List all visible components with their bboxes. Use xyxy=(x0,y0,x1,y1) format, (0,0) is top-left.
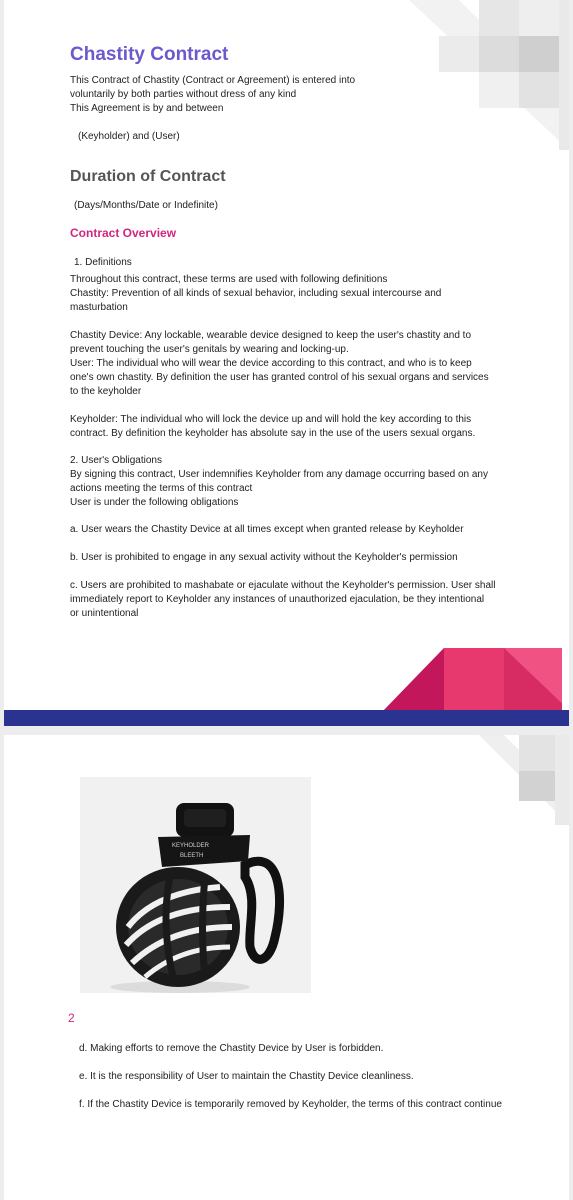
user-definition-line: to the keyholder xyxy=(70,386,142,397)
obligation-item-f: f. If the Chastity Device is temporarily removed by Keyholder, the terms of this contract continue xyxy=(79,1099,502,1110)
keyholder-definition-line: contract. By definition the keyholder has absolute say in the use of the users sexual organs. xyxy=(70,428,476,439)
obligations-line: User is under the following obligations xyxy=(70,497,239,508)
obligations-line: By signing this contract, User indemnifies Keyholder from any damage occurring based on any xyxy=(70,469,488,480)
document-page-1 xyxy=(4,0,569,726)
device-engraving: KEYHOLDER xyxy=(172,843,210,849)
obligations-heading: 2. User's Obligations xyxy=(70,455,162,466)
intro-line: This Contract of Chastity (Contract or Agreement) is entered into xyxy=(70,75,356,86)
obligation-item-b: b. User is prohibited to engage in any sexual activity without the Keyholder's permission xyxy=(70,552,458,563)
document-title: Chastity Contract xyxy=(70,44,229,65)
obligation-item-d: d. Making efforts to remove the Chastity Device by User is forbidden. xyxy=(79,1043,384,1054)
intro-line: This Agreement is by and between xyxy=(70,103,224,114)
obligation-item-c: c. Users are prohibited to mashabate or ejaculate without the Keyholder's permission. User shall xyxy=(70,580,496,591)
obligation-item-c: or unintentional xyxy=(70,608,139,619)
intro-line: voluntarily by both parties without dress of any kind xyxy=(70,89,297,100)
device-engraving: BLEETH xyxy=(180,853,204,859)
parties-line: (Keyholder) and (User) xyxy=(78,131,180,142)
device-definition-line: Chastity Device: Any lockable, wearable device designed to keep the user's chastity and to xyxy=(70,330,472,341)
chastity-device-illustration xyxy=(80,777,311,993)
document-page-2 xyxy=(4,735,569,1200)
definitions-line: Throughout this contract, these terms are used with following definitions xyxy=(70,274,388,285)
corner-decoration-top xyxy=(399,0,569,150)
product-image xyxy=(80,777,311,993)
obligation-item-c: immediately report to Keyholder any instances of unauthorized ejaculation, be they intentional xyxy=(70,594,485,605)
definitions-line: Chastity: Prevention of all kinds of sexual behavior, including sexual intercourse and xyxy=(70,288,442,299)
overview-heading: Contract Overview xyxy=(70,226,177,240)
footer-band xyxy=(4,710,569,726)
device-definition-line: prevent touching the user's genitals by wearing and locking-up. xyxy=(70,344,349,355)
page-number: 2 xyxy=(68,1011,75,1025)
obligations-line: actions meeting the terms of this contract xyxy=(70,483,253,494)
definitions-heading: 1. Definitions xyxy=(74,257,132,268)
keyholder-definition-line: Keyholder: The individual who will lock the device up and will hold the key according to this xyxy=(70,414,472,425)
corner-decoration-bottom xyxy=(384,648,569,710)
definitions-line: masturbation xyxy=(70,302,128,313)
obligation-item-e: e. It is the responsibility of User to maintain the Chastity Device cleanliness. xyxy=(79,1071,414,1082)
duration-heading: Duration of Contract xyxy=(70,168,226,185)
corner-decoration-top xyxy=(479,735,569,825)
user-definition-line: User: The individual who will wear the device according to this contract, and who is to keep xyxy=(70,358,472,369)
duration-text: (Days/Months/Date or Indefinite) xyxy=(74,200,218,211)
obligation-item-a: a. User wears the Chastity Device at all times except when granted release by Keyholder xyxy=(70,524,464,535)
user-definition-line: one's own chastity. By definition the user has granted control of his sexual organs and services xyxy=(70,372,489,383)
